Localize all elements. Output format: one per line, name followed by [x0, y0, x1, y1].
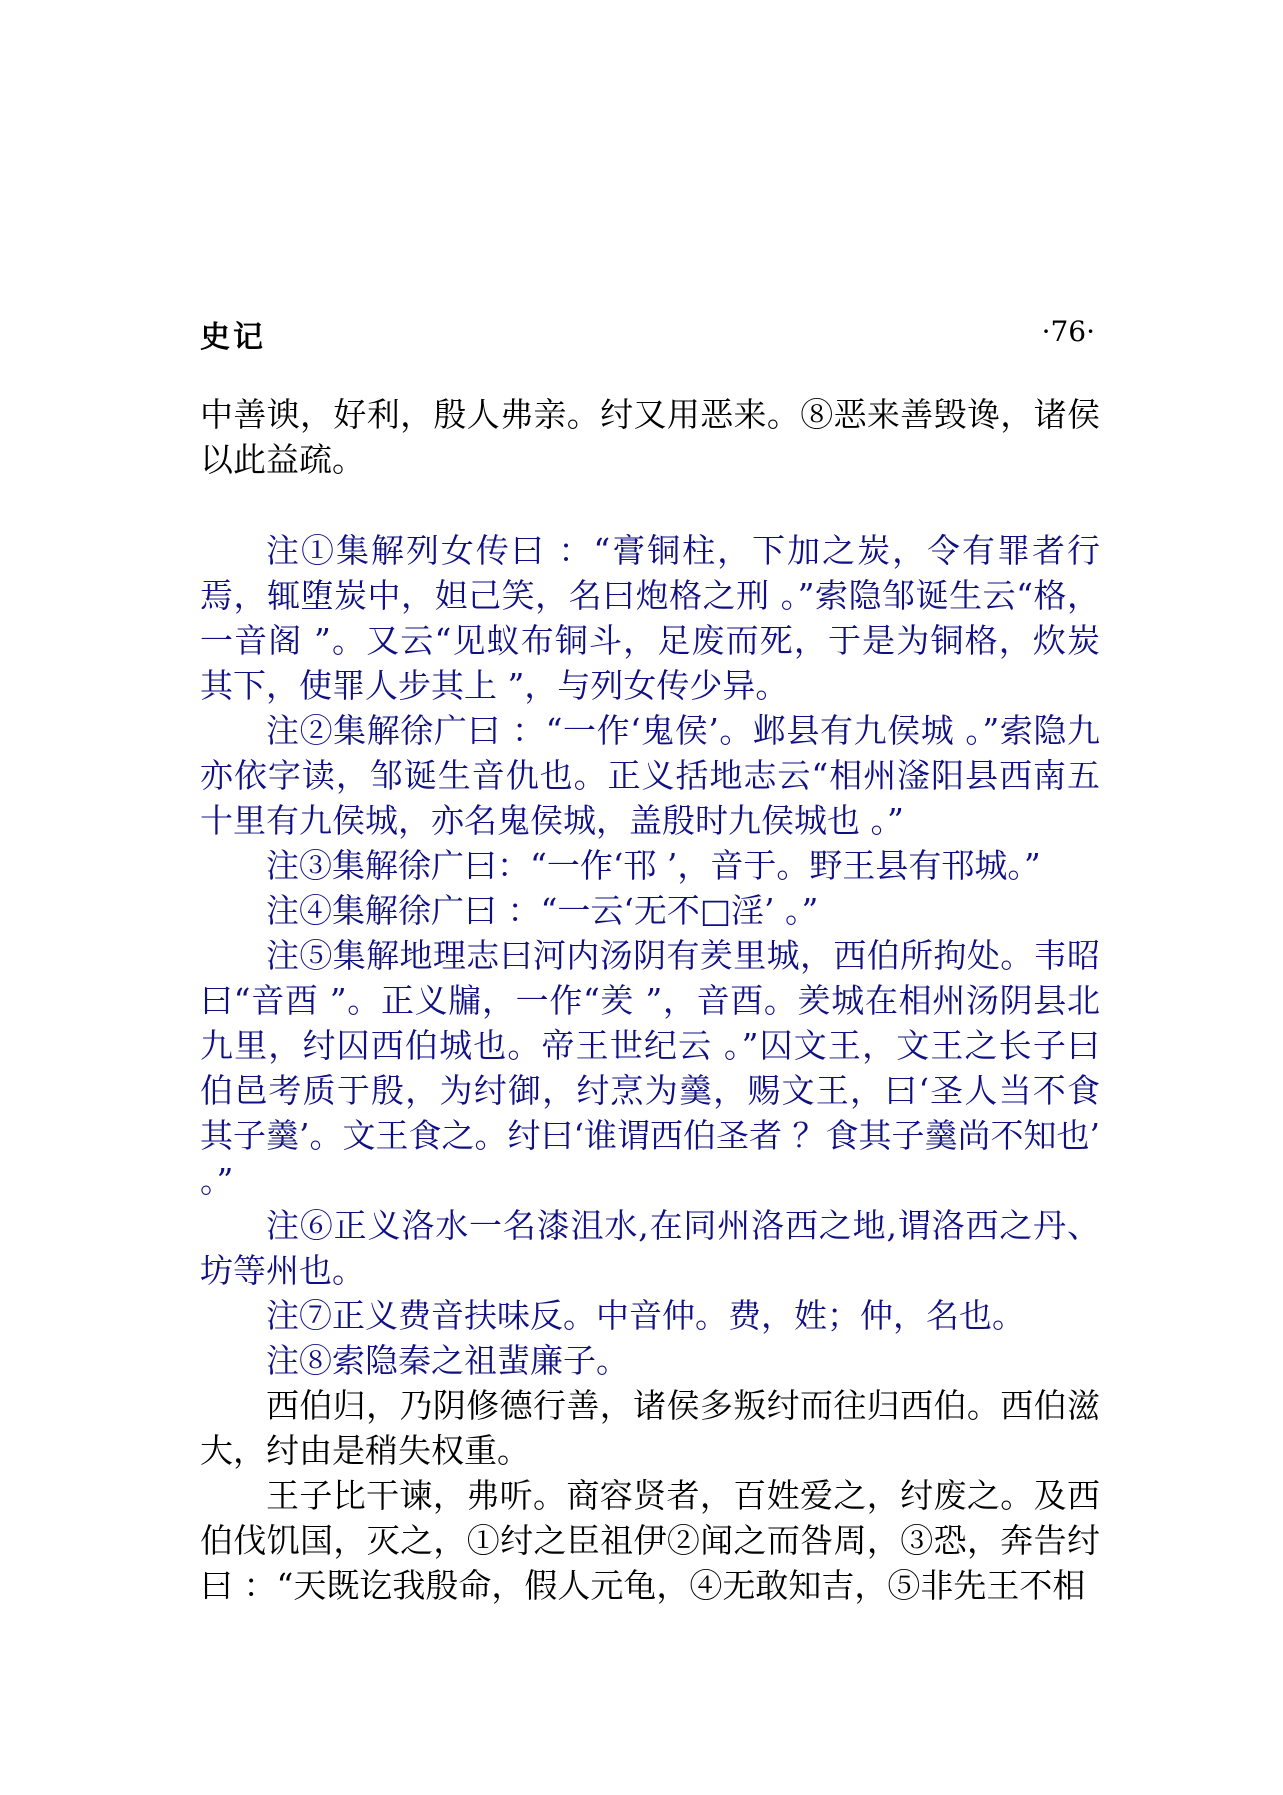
- body-paragraph: 王子比干谏，弗听。商容贤者，百姓爱之，纣废之。及西伯伐饥国，灭之，①纣之臣祖伊②闻之而咎周，③恐，奔告纣曰 ：“天既讫我殷命，假人元龟，④无敢知吉，⑤非先王不相: [200, 1476, 1100, 1605]
- page-body: [200, 392, 1100, 1608]
- footnote-4: 注④集解徐广曰 ：“一云‘无不□淫’ 。”: [266, 891, 819, 930]
- footnote-7: 注⑦正义费音扶味反。中音仲。费，姓；仲，名也。: [266, 1296, 1025, 1335]
- paragraph-gap: [200, 482, 1100, 528]
- footnote-1: 注①集解列女传曰 ：“膏铜柱，下加之炭，令有罪者行焉，辄堕炭中，妲己笑，名曰炮格之刑 。”索隐邹诞生云“格，一音阁 ”。又云“见蚁布铜斗，足废而死，于是为铜格，炊炭其下，使罪人步其上 ”，与列女传少异。: [200, 531, 1100, 705]
- body-paragraph: 中善谀，好利，殷人弗亲。纣又用恶来。⑧恶来善毁谗，诸侯以此益疏。: [200, 395, 1100, 479]
- page-number: ·76·: [1041, 315, 1095, 348]
- footnote-6: 注⑥正义洛水一名漆沮水,在同州洛西之地,谓洛西之丹、坊等州也。: [200, 1206, 1100, 1290]
- body-paragraph: 西伯归，乃阴修德行善，诸侯多叛纣而往归西伯。西伯滋大，纣由是稍失权重。: [200, 1386, 1100, 1470]
- running-head-title: 史记: [200, 320, 266, 355]
- footnote-8: 注⑧索隐秦之祖蜚廉子。: [266, 1341, 629, 1380]
- footnote-3: 注③集解徐广曰：“一作‘邗 ’，音于。野王县有邗城。”: [266, 846, 1041, 885]
- footnote-2: 注②集解徐广曰 ：“一作‘鬼侯’。邺县有九侯城 。”索隐九亦依字读，邹诞生音仇也。正义括地志云“相州滏阳县西南五十里有九侯城，亦名鬼侯城，盖殷时九侯城也 。”: [200, 711, 1100, 840]
- footnote-5: 注⑤集解地理志曰河内汤阴有羑里城，西伯所拘处。韦昭曰“音酉 ”。正义牖，一作“羑 ”，音酉。羑城在相州汤阴县北九里，纣囚西伯城也。帝王世纪云 。”囚文王，文王之长子曰伯邑考质于殷，为纣御，纣烹为羹，赐文王，曰‘圣人当不食其子羹’。文王食之。纣曰‘谁谓西伯圣者 ？食其子羹尚不知也’ 。”: [200, 936, 1100, 1200]
